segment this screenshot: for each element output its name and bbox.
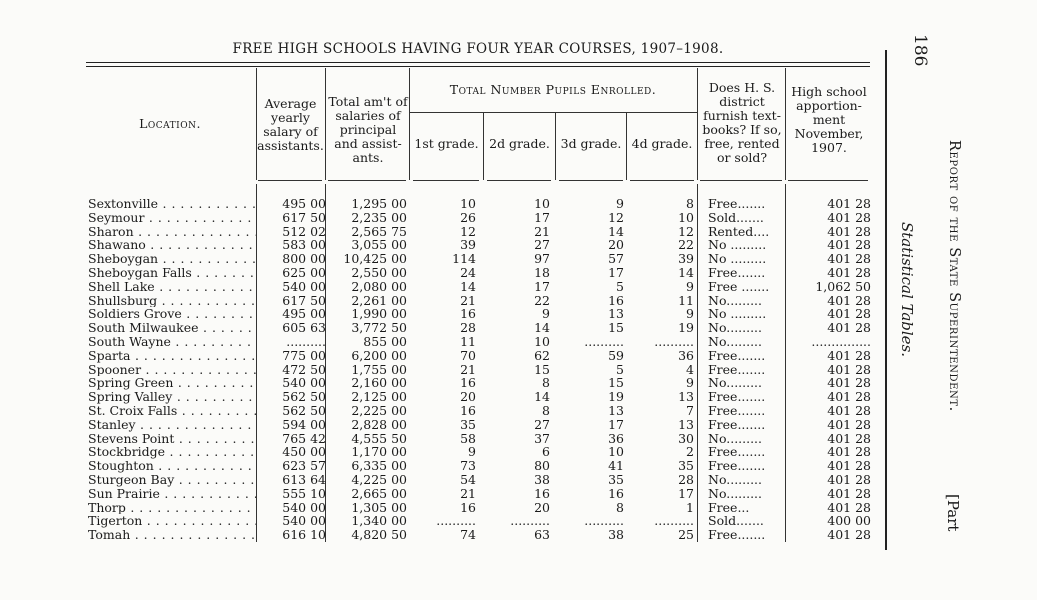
part-marker: [Part — [944, 494, 962, 532]
header-underline — [700, 180, 782, 181]
table-row — [86, 307, 876, 321]
grade1-cell: 16 — [460, 402, 476, 418]
textbooks-cell: Free....... — [708, 416, 766, 432]
table-row — [86, 459, 876, 473]
avg-salary-cell: 562 50 — [282, 402, 326, 418]
grade1-cell: 11 — [460, 333, 476, 349]
grade4-cell: 22 — [678, 237, 694, 253]
grade1-cell: 28 — [460, 320, 476, 336]
textbooks-cell: No ......... — [708, 251, 767, 267]
grade4-cell: 19 — [678, 320, 694, 336]
textbooks-cell: Free....... — [708, 196, 766, 211]
location-cell: Spring Green . . . — [88, 376, 256, 390]
grade2-cell: 22 — [534, 292, 550, 308]
avg-salary-cell: 617 50 — [282, 292, 326, 308]
apportionment-cell: 401 28 — [827, 196, 871, 211]
grade1-cell: 70 — [460, 347, 476, 363]
grade1-cell: 114 — [452, 251, 476, 267]
apportionment-cell: 401 28 — [827, 416, 871, 432]
grade2-cell: 16 — [534, 485, 550, 501]
location-cell: Sheboygan Falls . . . — [88, 266, 256, 280]
textbooks-cell: No......... — [708, 375, 763, 391]
grade3-cell: 16 — [608, 292, 624, 308]
location-cell: South Milwaukee . . . — [88, 321, 256, 335]
total-salaries-cell: 4,820 50 — [351, 527, 407, 543]
apportionment-cell: ............... — [811, 333, 871, 349]
table-row — [86, 197, 876, 211]
apportionment-cell: 401 28 — [827, 320, 871, 336]
grade1-cell: 54 — [460, 471, 476, 487]
grade1-cell: 73 — [460, 458, 476, 474]
table-row — [86, 501, 876, 515]
grade3-cell: 20 — [608, 237, 624, 253]
grade1-cell: 12 — [460, 223, 476, 239]
table-row — [86, 349, 876, 363]
grade2-cell: 17 — [534, 209, 550, 225]
grade2-cell: 21 — [534, 223, 550, 239]
grade1-cell: 16 — [460, 499, 476, 515]
grade3-cell: 15 — [608, 375, 624, 391]
location-cell: St. Croix Falls . . . — [88, 404, 256, 418]
total-salaries-cell: 2,080 00 — [351, 278, 407, 294]
location-cell: Tomah . . . — [88, 528, 256, 542]
total-salaries-cell: 1,990 00 — [351, 306, 407, 322]
avg-salary-cell: 583 00 — [282, 237, 326, 253]
table-row — [86, 487, 876, 501]
apportionment-cell: 401 28 — [827, 361, 871, 377]
table-row — [86, 335, 876, 349]
header-enrolled-group: Total Number Pupils Enrolled. — [449, 82, 657, 97]
table-row — [86, 528, 876, 542]
grade4-cell: 35 — [678, 458, 694, 474]
grade3-cell: 13 — [608, 306, 624, 322]
grade3-cell: .......... — [584, 333, 624, 349]
grade2-cell: 20 — [534, 499, 550, 515]
table-row — [86, 473, 876, 487]
grade3-cell: 59 — [608, 347, 624, 363]
grade3-cell: .......... — [584, 513, 624, 529]
grade2-cell: 15 — [534, 361, 550, 377]
location-cell: Stanley . . . — [88, 418, 256, 432]
apportionment-cell: 401 28 — [827, 485, 871, 501]
col-divider — [325, 68, 326, 180]
location-cell: Shell Lake . . . — [88, 280, 256, 294]
total-salaries-cell: 4,225 00 — [351, 471, 407, 487]
total-salaries-cell: 6,200 00 — [351, 347, 407, 363]
grade2-cell: 14 — [534, 389, 550, 405]
apportionment-cell: 401 28 — [827, 306, 871, 322]
grade1-cell: 9 — [468, 444, 476, 460]
textbooks-cell: Free....... — [708, 361, 766, 377]
grade4-cell: 30 — [678, 430, 694, 446]
grade2-cell: 18 — [534, 264, 550, 280]
header-grade3: 3d grade. — [560, 136, 622, 151]
apportionment-cell: 401 28 — [827, 527, 871, 543]
grade2-cell: 8 — [542, 402, 550, 418]
apportionment-cell: 401 28 — [827, 430, 871, 446]
avg-salary-cell: 616 10 — [282, 527, 326, 543]
grade1-cell: 21 — [460, 292, 476, 308]
textbooks-cell: No......... — [708, 485, 763, 501]
apportionment-cell: 400 00 — [827, 513, 871, 529]
grade4-cell: 25 — [678, 527, 694, 543]
apportionment-cell: 401 28 — [827, 347, 871, 363]
header-underline — [413, 180, 479, 181]
grade2-cell: 14 — [534, 320, 550, 336]
apportionment-cell: 1,062 50 — [815, 278, 871, 294]
header-grade2: 2d grade. — [489, 136, 550, 151]
avg-salary-cell: 450 00 — [282, 444, 326, 460]
header-apportionment: High school apportion-ment November, 1907. — [791, 84, 867, 155]
total-salaries-cell: 2,160 00 — [351, 375, 407, 391]
grade1-cell: .......... — [436, 513, 476, 529]
apportionment-cell: 401 28 — [827, 251, 871, 267]
grade2-cell: 27 — [534, 237, 550, 253]
table-row — [86, 294, 876, 308]
grade3-cell: 35 — [608, 471, 624, 487]
grade3-cell: 9 — [616, 196, 624, 211]
grade2-cell: 97 — [534, 251, 550, 267]
grade4-cell: 8 — [686, 196, 694, 211]
header-underline — [258, 180, 322, 181]
header-underline — [487, 180, 551, 181]
header-avg-salary: Average yearly salary of assistants. — [257, 96, 324, 153]
grade1-cell: 16 — [460, 375, 476, 391]
grade4-cell: 13 — [678, 389, 694, 405]
grade1-cell: 74 — [460, 527, 476, 543]
grade3-cell: 10 — [608, 444, 624, 460]
grade4-cell: 2 — [686, 444, 694, 460]
grade4-cell: 11 — [678, 292, 694, 308]
textbooks-cell: No......... — [708, 292, 763, 308]
location-cell: Shullsburg . . . — [88, 294, 256, 308]
grade3-cell: 5 — [616, 361, 624, 377]
grade4-cell: 9 — [686, 306, 694, 322]
grade2-cell: 10 — [534, 196, 550, 211]
textbooks-cell: Free....... — [708, 444, 766, 460]
avg-salary-cell: 605 63 — [282, 320, 326, 336]
location-cell: Stevens Point . . . — [88, 432, 256, 446]
avg-salary-cell: 512 02 — [282, 223, 326, 239]
grade1-cell: 26 — [460, 209, 476, 225]
table-row — [86, 238, 876, 252]
header-underline — [630, 180, 694, 181]
grade2-cell: 9 — [542, 306, 550, 322]
grade2-cell: 17 — [534, 278, 550, 294]
apportionment-cell: 401 28 — [827, 223, 871, 239]
grade3-cell: 12 — [608, 209, 624, 225]
total-salaries-cell: 1,170 00 — [351, 444, 407, 460]
total-salaries-cell: 855 00 — [363, 333, 407, 349]
location-cell: Sheboygan . . . — [88, 252, 256, 266]
textbooks-cell: No ......... — [708, 306, 767, 322]
grade3-cell: 57 — [608, 251, 624, 267]
location-cell: Thorp . . . — [88, 501, 256, 515]
header-underline — [788, 180, 868, 181]
col-divider — [697, 68, 698, 180]
textbooks-cell: Free ....... — [708, 278, 770, 294]
avg-salary-cell: 540 00 — [282, 513, 326, 529]
grade4-cell: 39 — [678, 251, 694, 267]
location-cell: Spooner . . . — [88, 363, 256, 377]
grade1-cell: 10 — [460, 196, 476, 211]
title-rule-top — [86, 62, 870, 63]
table-row — [86, 266, 876, 280]
title-rule-bottom — [86, 66, 870, 67]
avg-salary-cell: 613 64 — [282, 471, 326, 487]
textbooks-cell: No......... — [708, 333, 763, 349]
grade4-cell: 10 — [678, 209, 694, 225]
total-salaries-cell: 2,550 00 — [351, 264, 407, 280]
page-title: FREE HIGH SCHOOLS HAVING FOUR YEAR COURSES, 1907–1908. — [232, 41, 724, 57]
grade4-cell: 12 — [678, 223, 694, 239]
grade2-cell: 27 — [534, 416, 550, 432]
grade4-cell: 14 — [678, 264, 694, 280]
margin-rule — [885, 50, 887, 550]
textbooks-cell: No......... — [708, 430, 763, 446]
location-cell: Shawano . . . — [88, 238, 256, 252]
grade2-cell: 8 — [542, 375, 550, 391]
textbooks-cell: Free... — [708, 499, 750, 515]
avg-salary-cell: 800 00 — [282, 251, 326, 267]
total-salaries-cell: 2,125 00 — [351, 389, 407, 405]
total-salaries-cell: 4,555 50 — [351, 430, 407, 446]
grade3-cell: 19 — [608, 389, 624, 405]
grade2-cell: 37 — [534, 430, 550, 446]
avg-salary-cell: 765 42 — [282, 430, 326, 446]
grade4-cell: .......... — [654, 333, 694, 349]
total-salaries-cell: 2,565 75 — [351, 223, 407, 239]
grade3-cell: 17 — [608, 416, 624, 432]
avg-salary-cell: 562 50 — [282, 389, 326, 405]
table-row — [86, 404, 876, 418]
grade3-cell: 8 — [616, 499, 624, 515]
textbooks-cell: Free....... — [708, 347, 766, 363]
grade1-cell: 20 — [460, 389, 476, 405]
grade4-cell: 1 — [686, 499, 694, 515]
apportionment-cell: 401 28 — [827, 209, 871, 225]
grade3-cell: 5 — [616, 278, 624, 294]
grade1-cell: 14 — [460, 278, 476, 294]
grade4-cell: 28 — [678, 471, 694, 487]
grade1-cell: 16 — [460, 306, 476, 322]
textbooks-cell: Free....... — [708, 402, 766, 418]
table-row — [86, 363, 876, 377]
apportionment-cell: 401 28 — [827, 471, 871, 487]
location-cell: Spring Valley . . . — [88, 390, 256, 404]
page-number: 186 — [910, 34, 930, 67]
grade4-cell: 7 — [686, 402, 694, 418]
table-row — [86, 445, 876, 459]
grade3-cell: 41 — [608, 458, 624, 474]
textbooks-cell: No......... — [708, 320, 763, 336]
total-salaries-cell: 1,340 00 — [351, 513, 407, 529]
total-salaries-cell: 3,055 00 — [351, 237, 407, 253]
header-underline — [559, 180, 623, 181]
apportionment-cell: 401 28 — [827, 402, 871, 418]
textbooks-cell: Free....... — [708, 527, 766, 543]
location-cell: Sharon . . . — [88, 225, 256, 239]
grade1-cell: 39 — [460, 237, 476, 253]
avg-salary-cell: 540 00 — [282, 375, 326, 391]
grade3-cell: 17 — [608, 264, 624, 280]
grade2-cell: 80 — [534, 458, 550, 474]
total-salaries-cell: 2,235 00 — [351, 209, 407, 225]
table-row — [86, 390, 876, 404]
avg-salary-cell: 495 00 — [282, 306, 326, 322]
grade2-cell: 10 — [534, 333, 550, 349]
location-cell: Sparta . . . — [88, 349, 256, 363]
textbooks-cell: No ......... — [708, 237, 767, 253]
table-row — [86, 225, 876, 239]
apportionment-cell: 401 28 — [827, 389, 871, 405]
total-salaries-cell: 1,305 00 — [351, 499, 407, 515]
avg-salary-cell: 623 57 — [282, 458, 326, 474]
total-salaries-cell: 2,665 00 — [351, 485, 407, 501]
avg-salary-cell: 540 00 — [282, 499, 326, 515]
location-cell: Soldiers Grove . . . — [88, 307, 256, 321]
avg-salary-cell: 625 00 — [282, 264, 326, 280]
location-cell: Seymour . . . — [88, 211, 256, 225]
total-salaries-cell: 3,772 50 — [351, 320, 407, 336]
header-underline — [328, 180, 406, 181]
grade3-cell: 36 — [608, 430, 624, 446]
location-cell: Sturgeon Bay . . . — [88, 473, 256, 487]
table-row — [86, 432, 876, 446]
grade3-cell: 38 — [608, 527, 624, 543]
table-row — [86, 321, 876, 335]
location-cell: Stoughton . . . — [88, 459, 256, 473]
total-salaries-cell: 6,335 00 — [351, 458, 407, 474]
header-location: Location. — [139, 116, 201, 131]
total-salaries-cell: 2,828 00 — [351, 416, 407, 432]
grade4-cell: 36 — [678, 347, 694, 363]
table-row — [86, 418, 876, 432]
section-label: Statistical Tables. — [898, 222, 916, 358]
grade2-cell: 63 — [534, 527, 550, 543]
grade1-cell: 24 — [460, 264, 476, 280]
grade1-cell: 21 — [460, 361, 476, 377]
apportionment-cell: 401 28 — [827, 458, 871, 474]
apportionment-cell: 401 28 — [827, 292, 871, 308]
textbooks-cell: Free....... — [708, 264, 766, 280]
grade1-cell: 21 — [460, 485, 476, 501]
apportionment-cell: 401 28 — [827, 499, 871, 515]
avg-salary-cell: 775 00 — [282, 347, 326, 363]
table-row — [86, 376, 876, 390]
grade2-cell: 38 — [534, 471, 550, 487]
textbooks-cell: Free....... — [708, 389, 766, 405]
avg-salary-cell: 472 50 — [282, 361, 326, 377]
grade1-cell: 58 — [460, 430, 476, 446]
grade1-cell: 35 — [460, 416, 476, 432]
total-salaries-cell: 10,425 00 — [343, 251, 407, 267]
grade4-cell: .......... — [654, 513, 694, 529]
apportionment-cell: 401 28 — [827, 444, 871, 460]
group-header-rule — [409, 112, 697, 113]
apportionment-cell: 401 28 — [827, 237, 871, 253]
grade4-cell: 9 — [686, 375, 694, 391]
textbooks-cell: No......... — [708, 471, 763, 487]
grade3-cell: 13 — [608, 402, 624, 418]
textbooks-cell: Sold....... — [708, 209, 764, 225]
grade3-cell: 16 — [608, 485, 624, 501]
total-salaries-cell: 1,755 00 — [351, 361, 407, 377]
total-salaries-cell: 2,261 00 — [351, 292, 407, 308]
table-row — [86, 252, 876, 266]
textbooks-cell: Sold....... — [708, 513, 764, 529]
table-row — [86, 514, 876, 528]
location-cell: Stockbridge . . . — [88, 445, 256, 459]
grade4-cell: 4 — [686, 361, 694, 377]
total-salaries-cell: 2,225 00 — [351, 402, 407, 418]
total-salaries-cell: 1,295 00 — [351, 196, 407, 211]
apportionment-cell: 401 28 — [827, 264, 871, 280]
location-cell: Sextonville . . . — [88, 197, 256, 211]
grade2-cell: 62 — [534, 347, 550, 363]
table-row — [86, 280, 876, 294]
grade4-cell: 9 — [686, 278, 694, 294]
textbooks-cell: Rented.... — [708, 223, 770, 239]
running-head: Report of the State Superintendent. — [946, 140, 962, 412]
header-grade4: 4d grade. — [631, 136, 693, 151]
location-cell: South Wayne . . . — [88, 335, 256, 349]
avg-salary-cell: .......... — [286, 333, 326, 349]
table-row — [86, 211, 876, 225]
col-divider — [785, 68, 786, 180]
textbooks-cell: Free....... — [708, 458, 766, 474]
grade3-cell: 15 — [608, 320, 624, 336]
avg-salary-cell: 617 50 — [282, 209, 326, 225]
avg-salary-cell: 495 00 — [282, 196, 326, 211]
grade2-cell: 6 — [542, 444, 550, 460]
grade3-cell: 14 — [608, 223, 624, 239]
header-total-salaries: Total am't of salaries of principal and assist-ants. — [328, 94, 408, 165]
avg-salary-cell: 594 00 — [282, 416, 326, 432]
location-cell: Sun Prairie . . . — [88, 487, 256, 501]
header-grade1: 1st grade. — [414, 136, 479, 151]
avg-salary-cell: 540 00 — [282, 278, 326, 294]
header-textbooks: Does H. S. district furnish text-books? If so, free, rented or sold? — [702, 80, 782, 165]
grade4-cell: 13 — [678, 416, 694, 432]
apportionment-cell: 401 28 — [827, 375, 871, 391]
grade4-cell: 17 — [678, 485, 694, 501]
grade2-cell: .......... — [510, 513, 550, 529]
location-cell: Tigerton . . . — [88, 514, 256, 528]
table-body — [86, 197, 876, 542]
avg-salary-cell: 555 10 — [282, 485, 326, 501]
